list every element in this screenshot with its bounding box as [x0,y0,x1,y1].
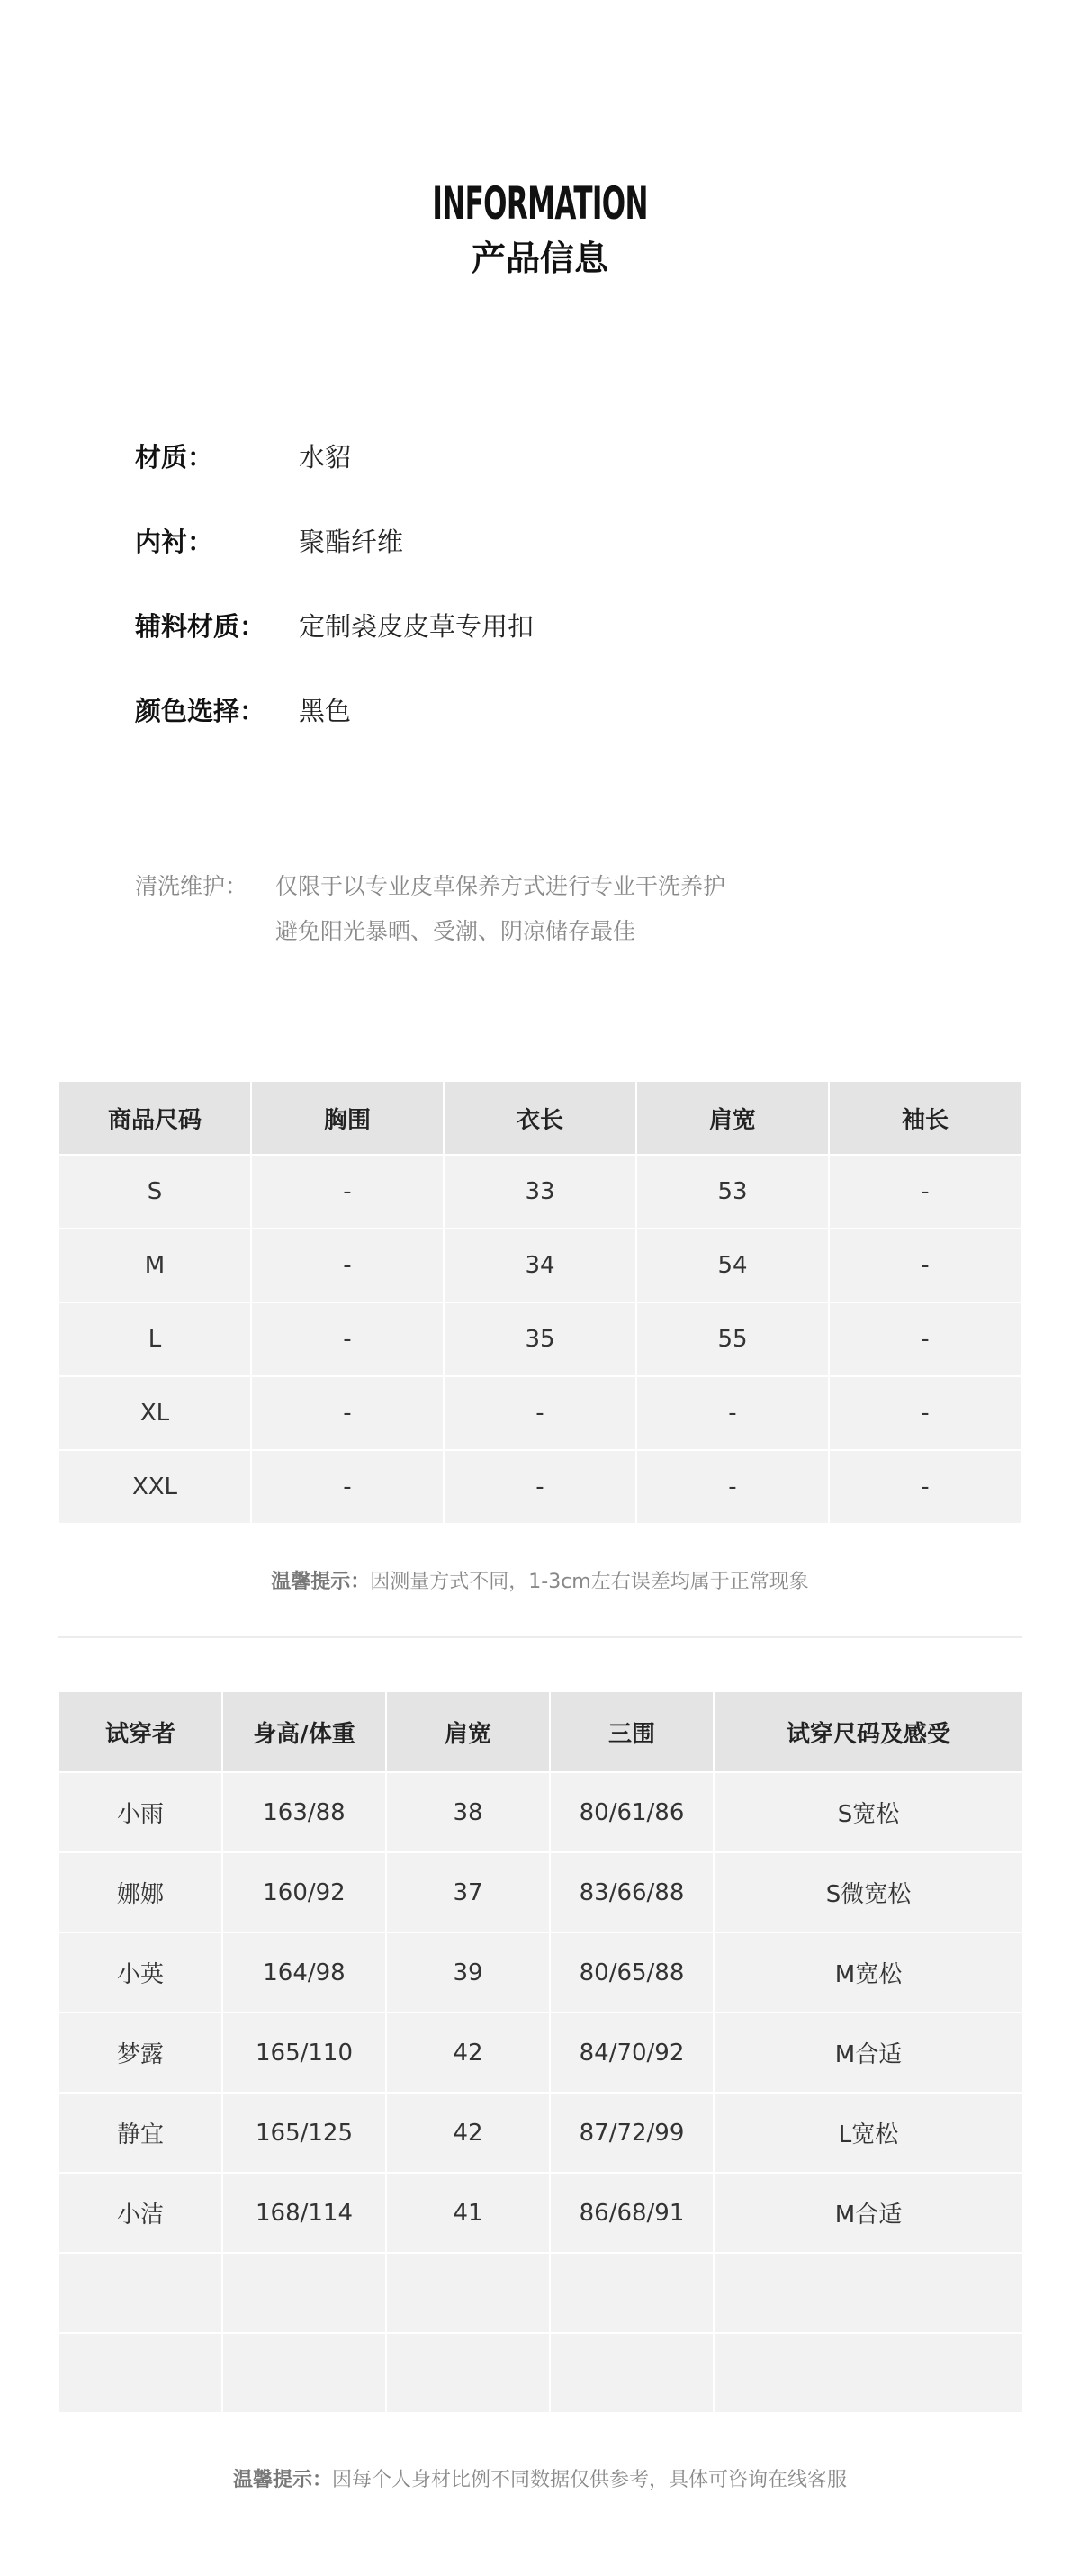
table-cell: S [58,1155,251,1229]
table-cell [58,2333,222,2413]
table-cell: 160/92 [222,1852,386,1932]
table-cell: - [251,1450,444,1524]
table-cell: 168/114 [222,2173,386,2253]
table-cell: - [444,1376,636,1450]
table-row [58,1229,1022,1302]
table-cell: M合适 [714,2013,1023,2093]
info-row-accessory [135,608,945,693]
table-cell: 80/65/88 [550,1932,714,2013]
info-key: 颜色选择： [135,696,266,726]
header-cell: 试穿者 [58,1691,222,1772]
header-cell: 试穿尺码及感受 [714,1691,1023,1772]
title-cn: 产品信息 [471,239,608,278]
info-key: 材质： [135,442,214,473]
table-cell: 34 [444,1229,636,1302]
header-cell: 身高/体重 [222,1691,386,1772]
fit-table-header [58,1691,1023,1772]
table-cell: 小雨 [58,1772,222,1852]
table-cell [58,2253,222,2333]
table-cell [714,2333,1023,2413]
table-cell: L [58,1302,251,1376]
table-cell: - [829,1302,1022,1376]
table-cell [550,2333,714,2413]
title-en: INFORMATION [432,177,648,230]
table-cell: - [636,1450,829,1524]
table-row-empty [58,2253,1023,2333]
table-cell: 84/70/92 [550,2013,714,2093]
header-cell: 三围 [550,1691,714,1772]
table-cell: 35 [444,1302,636,1376]
info-key: 内衬： [135,527,214,557]
table-cell: - [636,1376,829,1450]
table-cell: 83/66/88 [550,1852,714,1932]
table-cell: 37 [386,1852,550,1932]
size-table-header [58,1081,1022,1155]
table-cell: 39 [386,1932,550,2013]
care-instructions [135,864,725,954]
info-value: 定制裘皮皮草专用扣 [299,611,535,642]
table-cell: 165/125 [222,2093,386,2173]
care-line: 避免阳光暴晒、受潮、阴凉储存最佳 [275,918,636,944]
table-cell [550,2253,714,2333]
table-cell: - [251,1302,444,1376]
table-cell: M [58,1229,251,1302]
header-cell: 胸围 [251,1081,444,1155]
info-value: 黑色 [299,696,352,726]
table-cell: M宽松 [714,1932,1023,2013]
table-cell [714,2253,1023,2333]
table-row [58,1376,1022,1450]
table-cell: - [829,1229,1022,1302]
table-row [58,1932,1023,2013]
table-cell: 娜娜 [58,1852,222,1932]
info-row-material [135,439,945,524]
care-line: 仅限于以专业皮草保养方式进行专业干洗养护 [275,873,726,899]
info-key: 辅料材质： [135,611,266,642]
table-cell: 静宜 [58,2093,222,2173]
info-value: 水貂 [299,442,352,473]
table-cell: - [829,1376,1022,1450]
table-cell: 165/110 [222,2013,386,2093]
table-cell: 163/88 [222,1772,386,1852]
table-cell: 梦露 [58,2013,222,2093]
table-row [58,2173,1023,2253]
page-header [0,176,1080,279]
table-row [58,1450,1022,1524]
table-cell [222,2333,386,2413]
table-row [58,1852,1023,1932]
header-cell: 肩宽 [636,1081,829,1155]
tip-label: 温馨提示： [232,2469,332,2491]
table-cell: 42 [386,2013,550,2093]
table-cell: - [251,1155,444,1229]
table-cell: 53 [636,1155,829,1229]
table-cell: - [829,1155,1022,1229]
header-cell: 肩宽 [386,1691,550,1772]
table-cell: 38 [386,1772,550,1852]
table-row [58,1302,1022,1376]
table-cell: 33 [444,1155,636,1229]
table-cell: M合适 [714,2173,1023,2253]
measurement-tip [0,1566,1080,1594]
table-cell: 54 [636,1229,829,1302]
table-row [58,2013,1023,2093]
info-row-color [135,693,945,778]
info-value: 聚酯纤维 [299,527,404,557]
table-cell: - [251,1376,444,1450]
table-cell: S微宽松 [714,1852,1023,1932]
table-cell: 86/68/91 [550,2173,714,2253]
table-cell: S宽松 [714,1772,1023,1852]
table-cell: 41 [386,2173,550,2253]
table-row-empty [58,2333,1023,2413]
size-table [58,1080,1022,1525]
care-key: 清洗维护： [135,873,248,899]
table-row [58,1772,1023,1852]
header-cell: 袖长 [829,1081,1022,1155]
table-cell: XL [58,1376,251,1450]
table-row [58,2093,1023,2173]
table-cell: - [251,1229,444,1302]
header-cell: 衣长 [444,1081,636,1155]
divider [58,1636,1022,1638]
tip-text: 因测量方式不同，1-3cm左右误差均属于正常现象 [370,1571,809,1593]
header-cell: 商品尺码 [58,1081,251,1155]
table-cell: - [829,1450,1022,1524]
table-cell: XXL [58,1450,251,1524]
product-info [135,439,945,778]
table-cell: 小洁 [58,2173,222,2253]
table-cell: - [444,1450,636,1524]
table-cell [386,2253,550,2333]
table-cell [386,2333,550,2413]
table-cell: 80/61/86 [550,1772,714,1852]
tip-label: 温馨提示： [271,1571,371,1593]
table-cell [222,2253,386,2333]
info-row-lining [135,524,945,608]
table-cell: 164/98 [222,1932,386,2013]
fit-table [58,1690,1024,2414]
table-cell: 42 [386,2093,550,2173]
tip-text: 因每个人身材比例不同数据仅供参考，具体可咨询在线客服 [332,2469,848,2491]
table-cell: 87/72/99 [550,2093,714,2173]
table-row [58,1155,1022,1229]
table-cell: 小英 [58,1932,222,2013]
reference-tip [0,2464,1080,2492]
table-cell: L宽松 [714,2093,1023,2173]
table-cell: 55 [636,1302,829,1376]
